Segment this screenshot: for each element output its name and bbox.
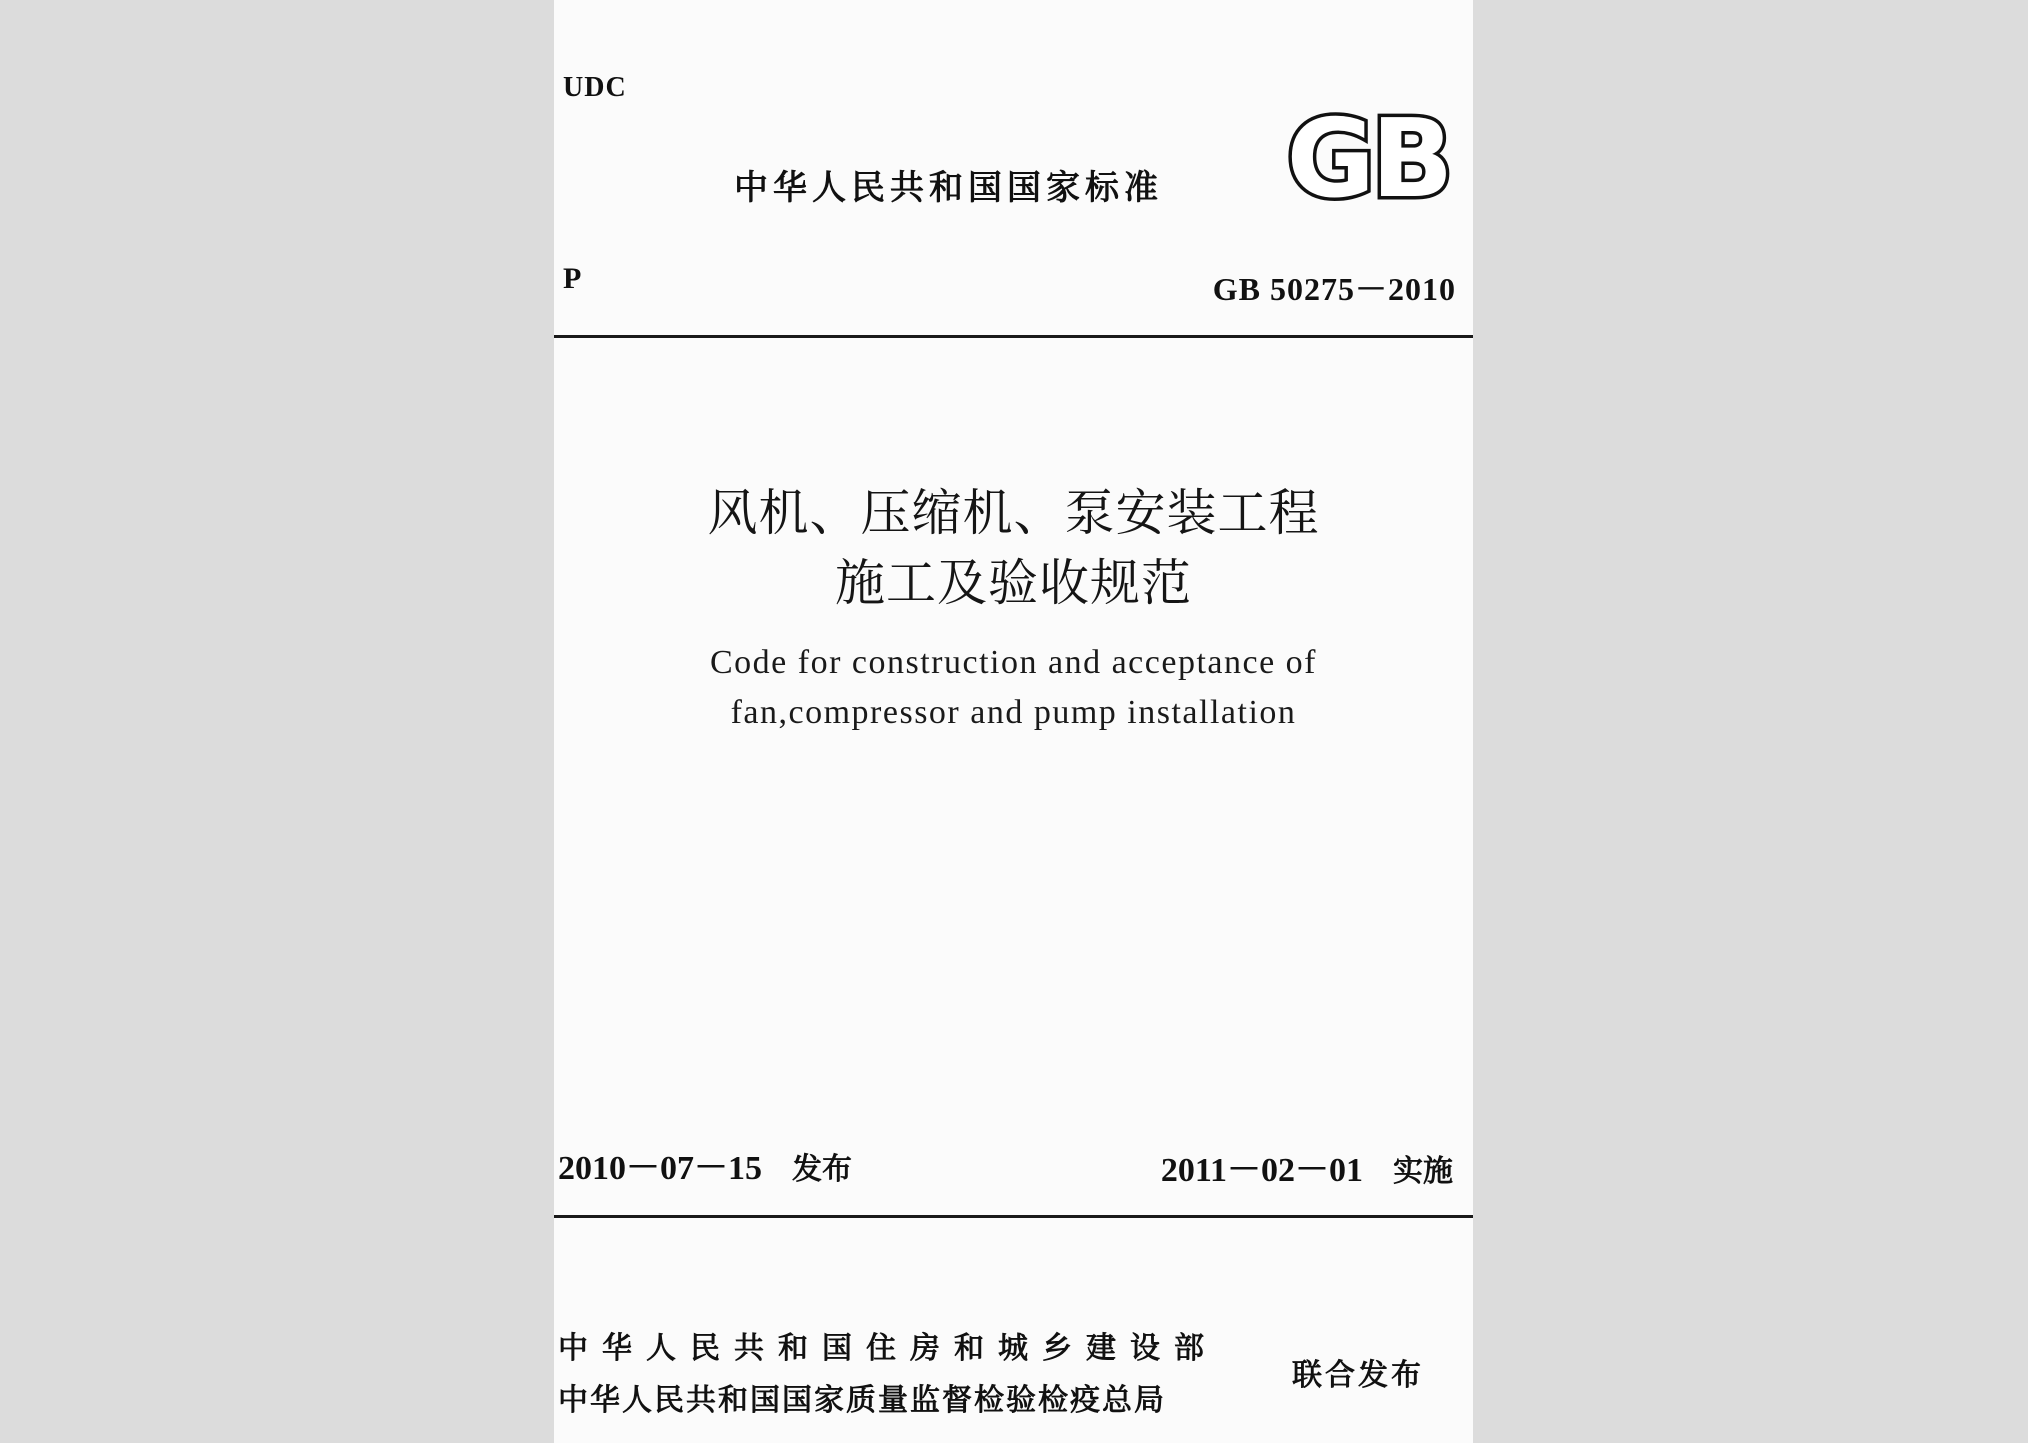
standard-cover-page — [554, 0, 1473, 1443]
title-cn-line2: 施工及验收规范 — [835, 554, 1192, 612]
issue-date-row — [558, 1140, 852, 1189]
joint-issue-label: 联合发布 — [1292, 1358, 1424, 1393]
implement-date: 2011－02－01 — [1160, 1152, 1363, 1189]
bottom-divider — [554, 1215, 1473, 1218]
title-cn-line1: 风机、压缩机、泵安装工程 — [707, 484, 1320, 542]
gb-logo-text: GB — [1286, 108, 1450, 206]
issuer-aqsiq: 中华人民共和国国家质量监督检验检疫总局 — [558, 1383, 1166, 1418]
category-code: P — [563, 262, 582, 295]
top-divider — [554, 335, 1473, 338]
issue-label: 发布 — [792, 1152, 852, 1187]
title-en-line2: fan,compressor and pump installation — [730, 694, 1297, 731]
implement-date-row — [1161, 1142, 1453, 1191]
issuer-ministry: 中华人民共和国住房和城乡建设部 — [558, 1331, 1218, 1366]
implement-label: 实施 — [1393, 1154, 1453, 1189]
udc-label: UDC — [563, 72, 627, 103]
title-block — [554, 478, 1473, 738]
national-standard-heading: 中华人民共和国国家标准 — [734, 168, 1163, 208]
issue-date: 2010－07－15 — [558, 1150, 762, 1187]
gb-logo — [1278, 108, 1458, 206]
title-en-line1: Code for construction and acceptance of — [710, 644, 1317, 681]
standard-number: GB 50275－2010 — [1212, 271, 1456, 307]
title-en — [554, 638, 1473, 738]
